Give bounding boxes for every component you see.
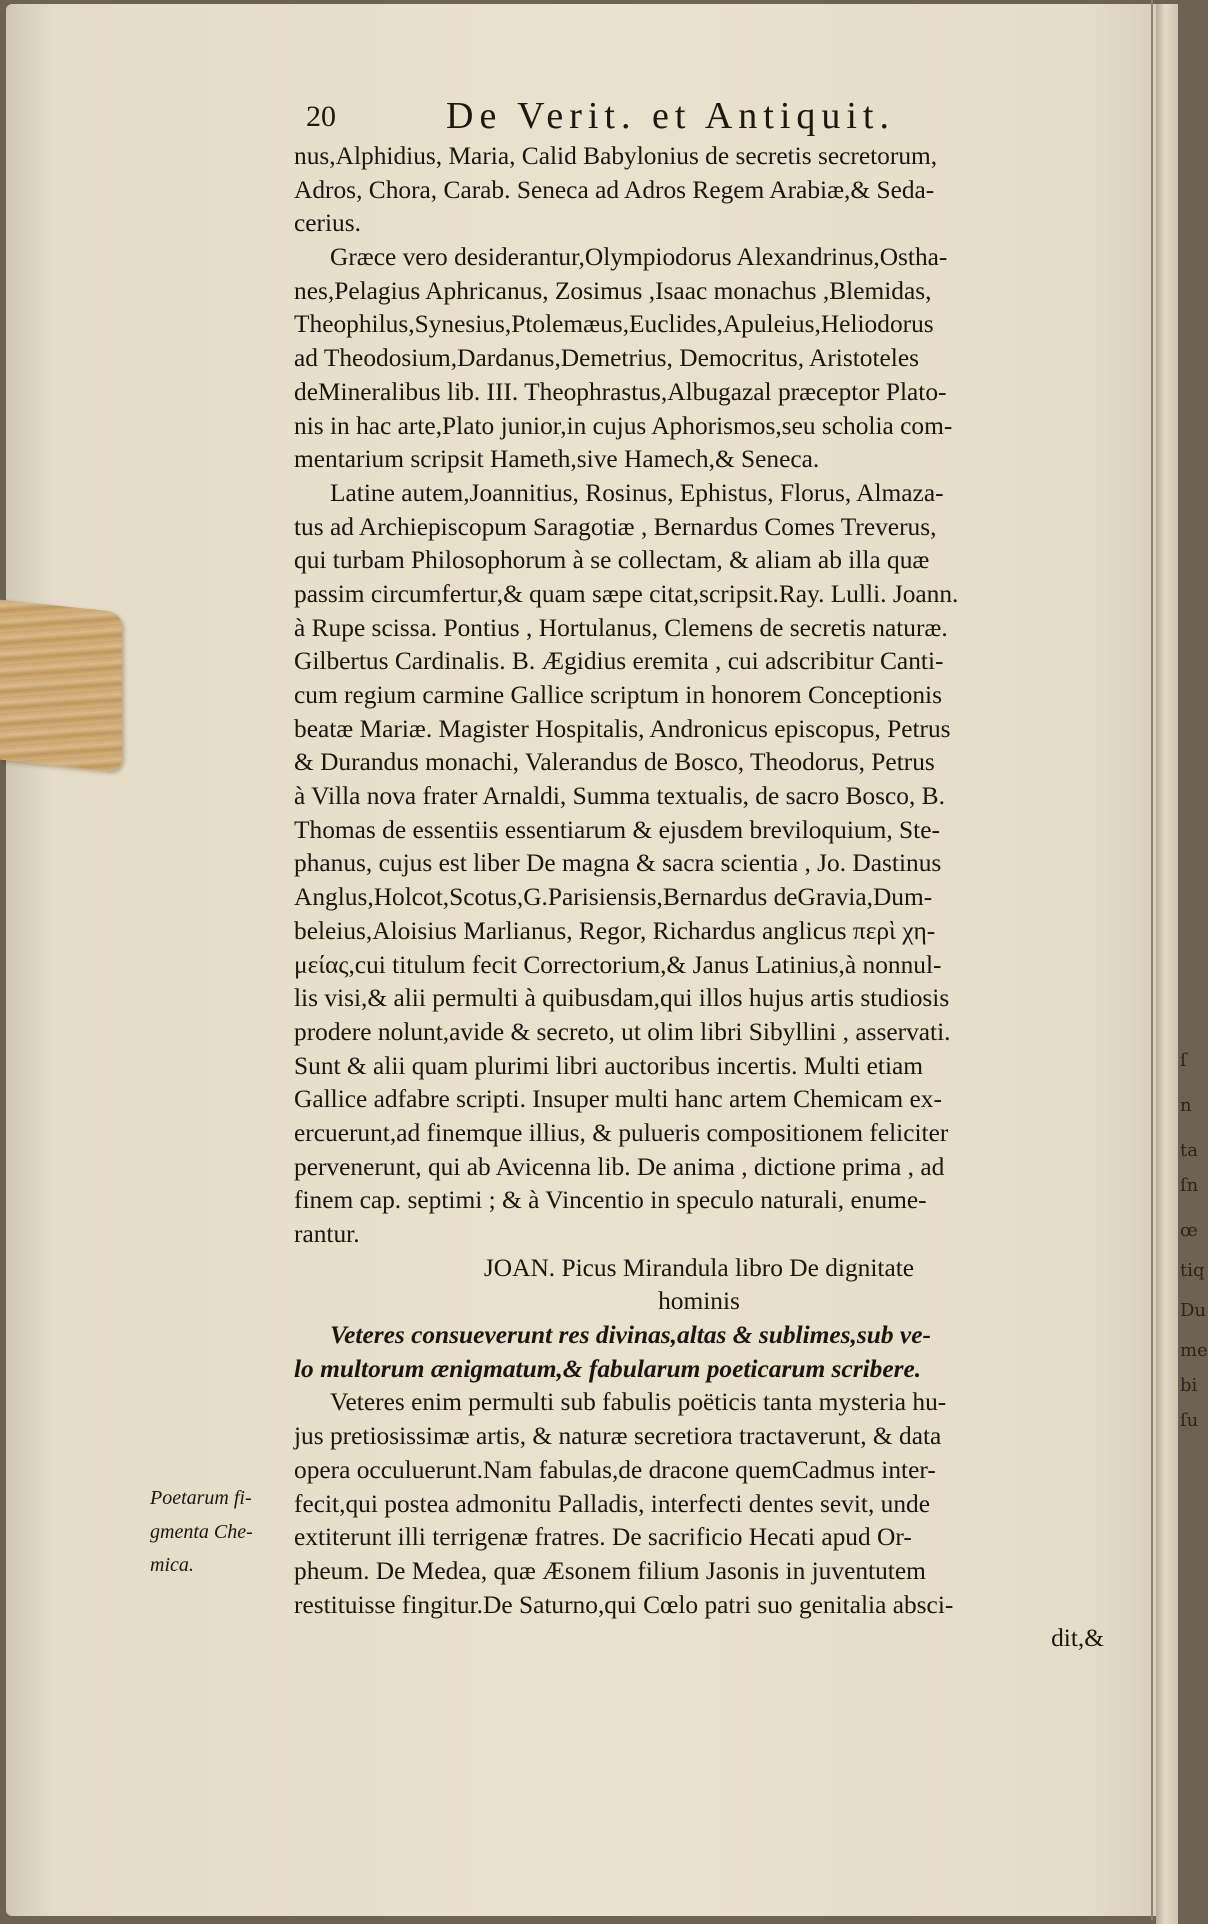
text-line: Veteres enim permulti sub fabulis poëticis tanta mysteria hu-	[330, 1388, 947, 1417]
text-line: nis in hac arte,Plato junior,in cujus Aphorismos,seu scholia com-	[294, 411, 953, 440]
marginal-note-line: mica.	[150, 1554, 194, 1577]
text-line: cum regium carmine Gallice scriptum in honorem Conceptionis	[294, 681, 942, 709]
text-line: finem cap. septimi ; & à Vincentio in speculo naturali, enume-	[294, 1186, 927, 1215]
text-line: lis visi,& alii permulti à quibusdam,qui illos hujus artis studiosis	[294, 984, 950, 1013]
text-line: à Villa nova frater Arnaldi, Summa textualis, de sacro Bosco, B.	[294, 782, 945, 811]
running-head	[306, 94, 1106, 140]
text-line: passim circumfertur,& quam sæpe citat,scripsit.Ray. Lulli. Joann.	[294, 579, 959, 608]
marginal-note	[150, 1482, 290, 1583]
text-line: pheum. De Medea, quæ Æsonem filium Jasonis in juventutem	[294, 1556, 926, 1585]
text-line: prodere nolunt,avide & secreto, ut olim libri Sibyllini , asservati.	[294, 1017, 951, 1046]
running-title: De Verit. et Antiquit.	[446, 95, 895, 137]
bookmark-ribbon	[0, 600, 122, 773]
text-line: extiterunt illi terrigenæ fratres. De sacrificio Hecati apud Or-	[294, 1523, 912, 1552]
text-line: lo multorum ænigmatum,& fabularum poeticarum scribere.	[294, 1354, 922, 1383]
text-line: Adros, Chora, Carab. Seneca ad Adros Regem Arabiæ,& Seda-	[294, 175, 935, 204]
text-line: beatæ Mariæ. Magister Hospitalis, Andronicus episcopus, Petrus	[294, 714, 951, 743]
text-line: ercuerunt,ad finemque illius, & pulueris compositionem feliciter	[294, 1118, 949, 1147]
facing-page-fragment: ſn	[1180, 1175, 1199, 1196]
text-line: mentarium scripsit Hameth,sive Hamech,& Seneca.	[294, 445, 820, 474]
text-line: μείας,cui titulum fecit Correctorium,& Janus Latinius,à nonnul-	[294, 950, 942, 979]
marginal-note-line: Poetarum fi-	[150, 1487, 252, 1509]
text-line: qui turbam Philosophorum à se collectam, & aliam ab illa quæ	[294, 546, 930, 575]
facing-page-fragment: tiq	[1180, 1260, 1205, 1281]
text-line: nus,Alphidius, Maria, Calid Babylonius de secretis secretorum,	[294, 142, 938, 170]
facing-page-fragment: bi	[1180, 1375, 1198, 1396]
facing-page-fragment: ſ	[1180, 1050, 1187, 1071]
text-line: Gallice adfabre scripti. Insuper multi hanc artem Chemicam ex-	[294, 1085, 942, 1114]
text-line: beleius,Aloisius Marlianus, Regor, Richardus anglicus περὶ χη-	[294, 916, 936, 945]
text-line: Theophilus,Synesius,Ptolemæus,Euclides,Apuleius,Heliodorus	[294, 310, 934, 339]
text-line: dit,&	[1051, 1624, 1104, 1653]
facing-page-fragment: ſu	[1180, 1410, 1199, 1431]
facing-page-fragment: ta	[1180, 1140, 1198, 1161]
text-line: deMineralibus lib. III. Theophrastus,Albugazal præceptor Plato-	[294, 377, 947, 406]
text-line: opera occuluerunt.Nam fabulas,de dracone quemCadmus inter-	[294, 1455, 936, 1484]
text-line: Thomas de essentiis essentiarum & ejusdem breviloquium, Ste-	[294, 815, 940, 844]
facing-page-fragment: œ	[1180, 1220, 1198, 1241]
text-line: hominis	[658, 1287, 740, 1316]
text-line: Anglus,Holcot,Scotus,G.Parisiensis,Bernardus deGravia,Dum-	[294, 883, 933, 912]
text-line: Latine autem,Joannitius, Rosinus, Ephistus, Florus, Almaza-	[330, 478, 944, 507]
text-line: Græce vero desiderantur,Olympiodorus Alexandrinus,Ostha-	[330, 243, 948, 272]
text-line: phanus, cujus est liber De magna & sacra scientia , Jo. Dastinus	[294, 849, 942, 878]
page-number: 20	[306, 100, 336, 133]
text-line: JOAN. Picus Mirandula libro De dignitate	[483, 1253, 915, 1282]
marginal-note-line: gmenta Che-	[150, 1520, 253, 1543]
text-line: à Rupe scissa. Pontius , Hortulanus, Clemens de secretis naturæ.	[294, 613, 948, 642]
text-line: tus ad Archiepiscopum Saragotiæ , Bernardus Comes Treverus,	[294, 512, 937, 541]
text-line: pervenerunt, qui ab Avicenna lib. De anima , dictione prima , ad	[294, 1152, 945, 1181]
text-line: cerius.	[294, 209, 361, 238]
text-line: Veteres consueverunt res divinas,altas & sublimes,sub ve-	[330, 1321, 931, 1350]
page-edge	[1156, 4, 1178, 1924]
text-line: jus pretiosissimæ artis, & naturæ secretiora tractaverunt, & data	[294, 1422, 942, 1451]
body-text	[294, 140, 1104, 1656]
page-fold-line	[1151, 0, 1153, 1920]
text-line: restituisse fingitur.De Saturno,qui Cœlo patri suo genitalia absci-	[294, 1590, 954, 1619]
facing-page-fragment: n	[1180, 1095, 1192, 1116]
facing-page-fragment: me	[1180, 1340, 1208, 1361]
text-line: ad Theodosium,Dardanus,Demetrius, Democritus, Aristoteles	[294, 344, 920, 373]
text-line: nes,Pelagius Aphricanus, Zosimus ,Isaac monachus ,Blemidas,	[294, 276, 932, 305]
text-line: rantur.	[294, 1220, 360, 1248]
text-line: fecit,qui postea admonitu Palladis, interfecti dentes sevit, unde	[294, 1489, 931, 1518]
facing-page-fragment: Du	[1180, 1300, 1207, 1321]
text-line: Gilbertus Cardinalis. B. Ægidius eremita , cui adscribitur Canti-	[294, 647, 944, 676]
text-line: & Durandus monachi, Valerandus de Bosco, Theodorus, Petrus	[294, 748, 935, 777]
text-line: Sunt & alii quam plurimi libri auctoribus incertis. Multi etiam	[294, 1051, 924, 1080]
